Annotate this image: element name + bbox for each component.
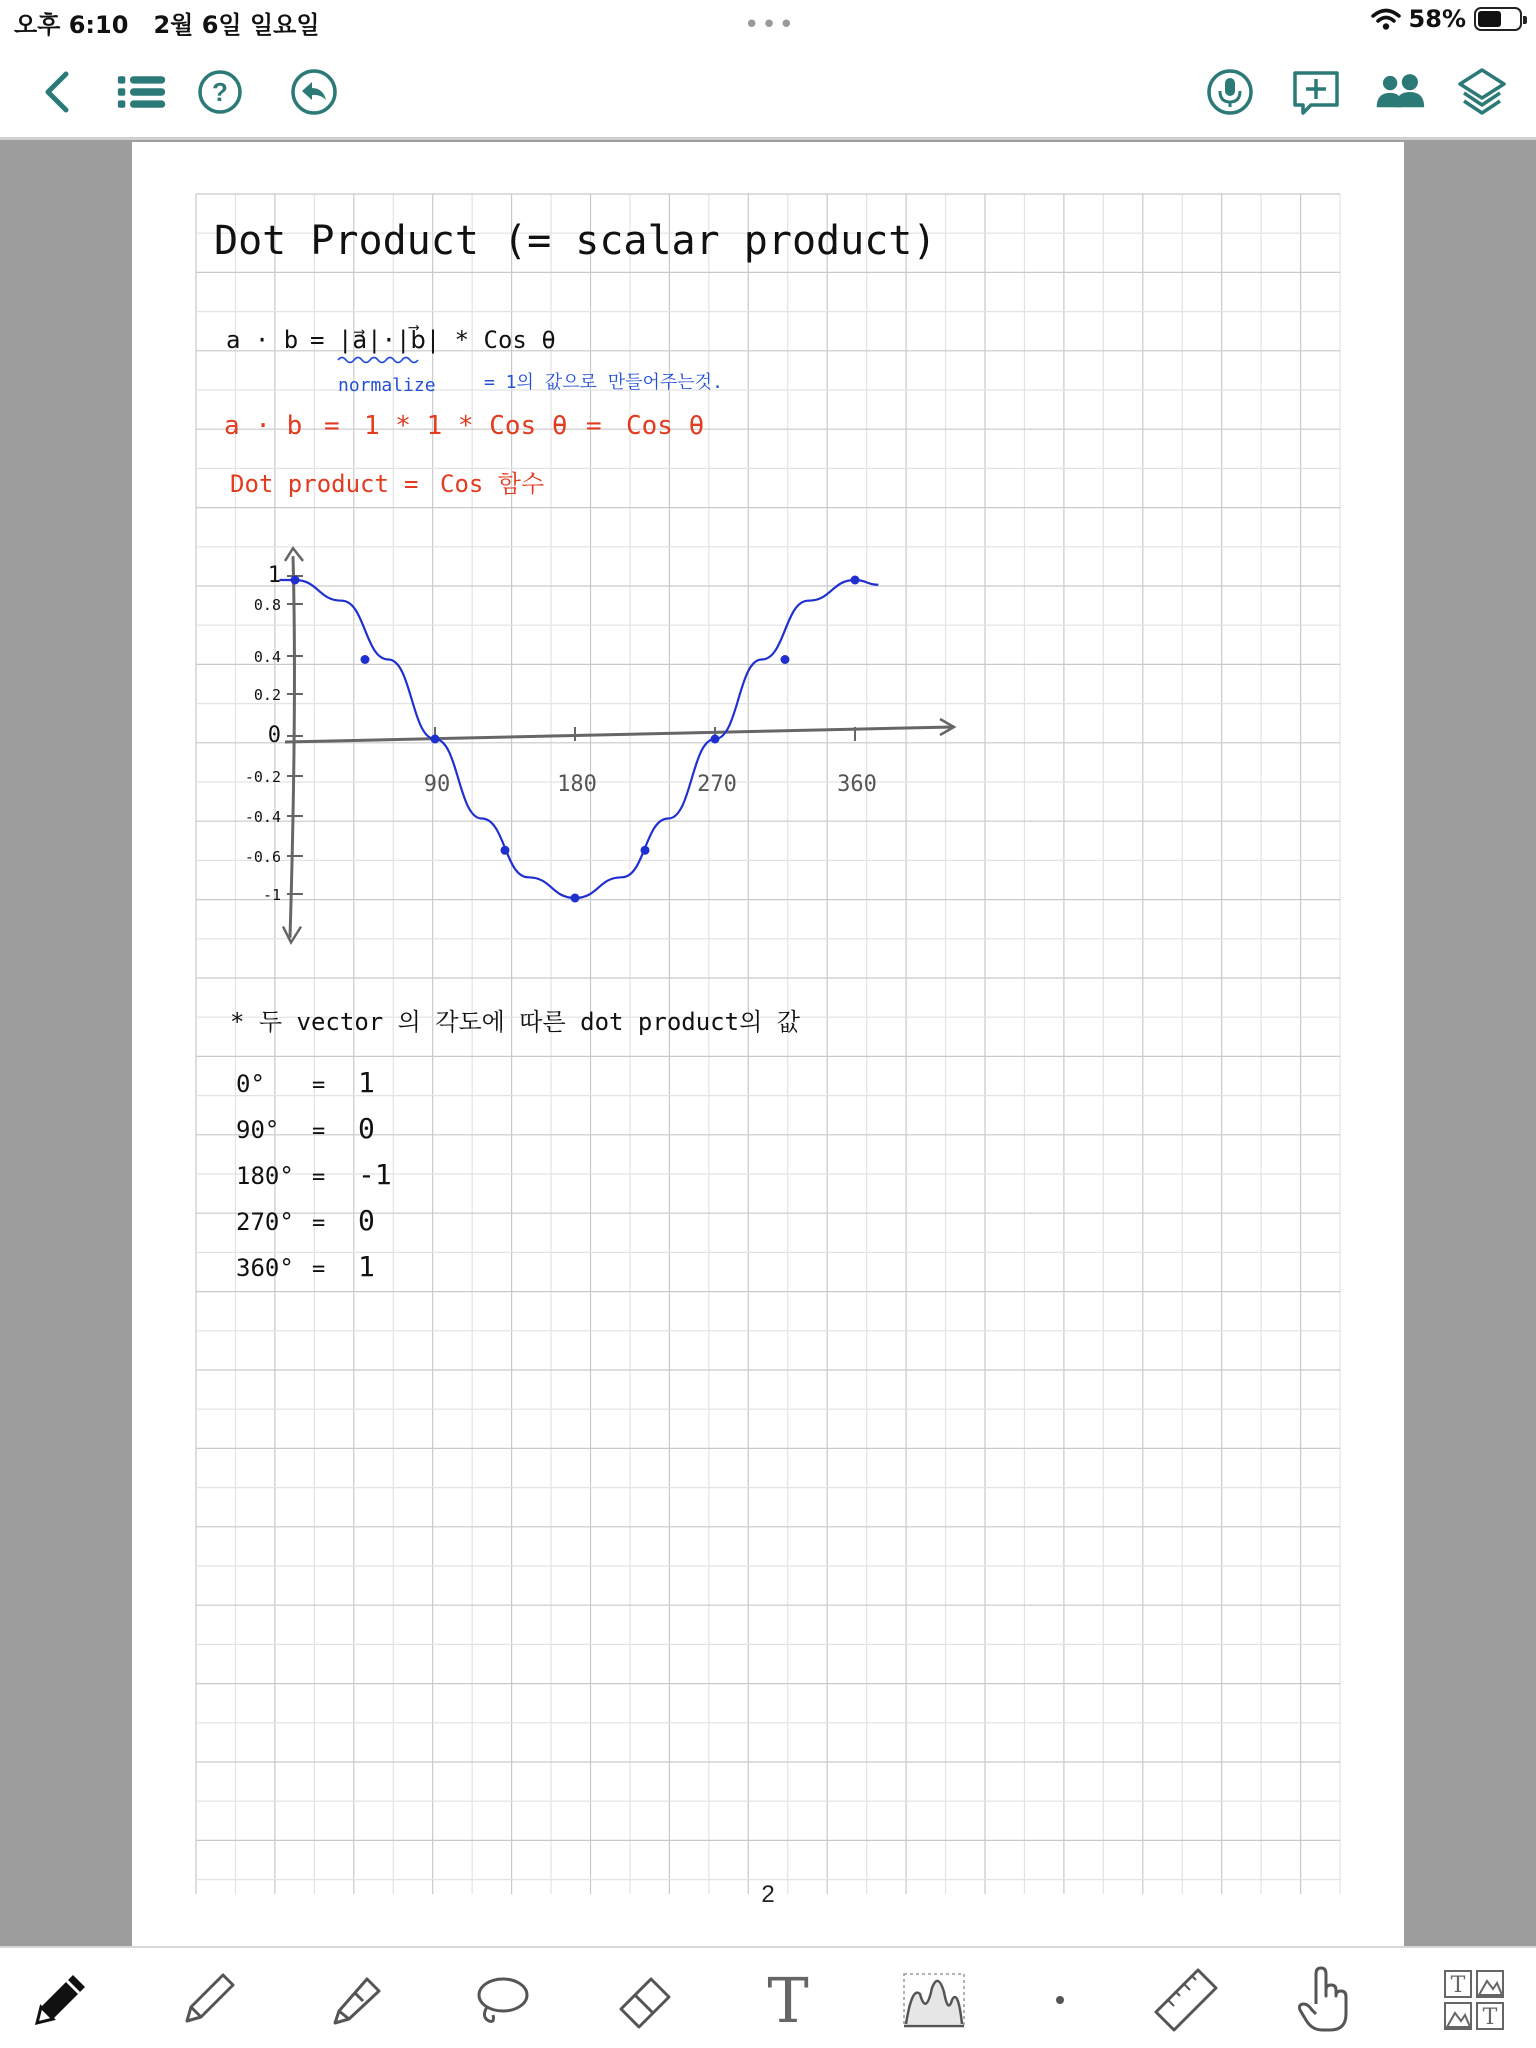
multitasking-dots-icon[interactable]: ••• xyxy=(744,10,797,40)
y-tick-label: 1 xyxy=(267,563,281,588)
microphone-icon[interactable] xyxy=(1204,66,1256,118)
page-title: Dot Product (= scalar product) xyxy=(214,218,937,264)
list-value: 0 xyxy=(358,1112,375,1145)
list-angle: 180° xyxy=(236,1162,294,1190)
menu-icon[interactable] xyxy=(116,66,168,118)
list-eq: = xyxy=(312,1073,326,1098)
svg-text:T: T xyxy=(1450,1973,1466,1998)
data-point xyxy=(781,655,790,664)
y-tick-label: 0.2 xyxy=(253,686,281,704)
layers-icon[interactable] xyxy=(1456,66,1508,118)
undo-icon[interactable] xyxy=(288,66,340,118)
lasso-icon[interactable] xyxy=(460,1960,540,2040)
y-tick-label: -0.4 xyxy=(244,808,281,826)
svg-text:?: ? xyxy=(212,77,228,107)
x-tick-label: 360 xyxy=(837,772,877,797)
list-angle: 360° xyxy=(236,1254,294,1282)
list-eq: = xyxy=(312,1211,326,1236)
battery-percent: 58% xyxy=(1408,5,1466,33)
cos-chart xyxy=(245,548,954,942)
list-eq: = xyxy=(312,1119,326,1144)
status-indicators xyxy=(1371,5,1522,33)
y-tick-label: -0.6 xyxy=(244,848,281,866)
list-angle: 270° xyxy=(236,1208,294,1236)
formula2-lhs: a · b xyxy=(224,411,303,441)
note-page[interactable] xyxy=(132,142,1404,1946)
list-heading: * 두 vector 의 각도에 따른 dot product의 값 xyxy=(230,1008,800,1036)
formula3-rhs: Cos 함수 xyxy=(440,470,545,498)
formula1-eq: = xyxy=(310,326,325,354)
list-eq: = xyxy=(312,1165,326,1190)
list-angle: 0° xyxy=(236,1070,265,1098)
y-axis-arrow-down xyxy=(283,927,301,943)
pencil-icon[interactable] xyxy=(168,1960,248,2040)
x-axis xyxy=(285,727,952,742)
add-page-icon[interactable] xyxy=(1290,66,1342,118)
collaborators-icon[interactable] xyxy=(1374,66,1426,118)
formula2-eq2: = xyxy=(586,411,602,441)
svg-text:T: T xyxy=(1482,2005,1498,2030)
list-value: -1 xyxy=(358,1158,392,1191)
list-eq: = xyxy=(312,1257,326,1282)
list-value: 1 xyxy=(358,1250,375,1283)
battery-icon xyxy=(1474,7,1522,31)
wifi-icon xyxy=(1371,7,1401,31)
status-time: 오후 6:10 2월 6일 일요일 xyxy=(14,11,320,39)
formula1-rhs: |a⃗|·|b⃗| * Cos θ xyxy=(338,326,556,354)
eraser-icon[interactable] xyxy=(606,1960,686,2040)
y-tick-label: 0 xyxy=(267,723,281,748)
data-point xyxy=(641,846,650,855)
y-tick-label: -0.2 xyxy=(244,768,281,786)
data-point xyxy=(711,735,720,744)
top-toolbar xyxy=(0,44,1536,136)
text-tool-icon[interactable] xyxy=(748,1960,828,2040)
normalize-underline xyxy=(338,358,418,363)
formula3-lhs: Dot product xyxy=(230,470,389,498)
data-point xyxy=(431,735,440,744)
formula1-note-text: = 1의 값으로 만들어주는것. xyxy=(484,372,723,393)
list-angle: 90° xyxy=(236,1116,280,1144)
formula2-rhs: 1 * 1 * Cos θ xyxy=(364,411,568,441)
formula3-eq: = xyxy=(404,470,419,498)
ruler-icon[interactable] xyxy=(1146,1960,1226,2040)
text-image-icon[interactable] xyxy=(1434,1960,1514,2040)
color-dot-icon[interactable] xyxy=(1020,1960,1100,2040)
hand-pointer-icon[interactable] xyxy=(1284,1960,1364,2040)
x-tick-label: 180 xyxy=(557,772,597,797)
formula2-result: Cos θ xyxy=(626,411,705,441)
x-tick-label: 270 xyxy=(697,772,737,797)
shapes-icon[interactable] xyxy=(894,1960,974,2040)
text-tool-label: T xyxy=(767,1963,809,2037)
formula1-lhs: a · b xyxy=(226,326,299,354)
highlighter-icon[interactable] xyxy=(314,1960,394,2040)
pen-tool-icon[interactable] xyxy=(20,1960,100,2040)
bottom-toolbar xyxy=(0,1946,1536,2048)
formula2-eq1: = xyxy=(324,411,340,441)
y-axis xyxy=(290,556,294,938)
data-point xyxy=(501,846,510,855)
y-tick-label: 0.4 xyxy=(253,648,281,666)
list-value: 0 xyxy=(358,1204,375,1237)
data-point xyxy=(851,576,860,585)
data-point xyxy=(361,655,370,664)
x-tick-label: 90 xyxy=(423,772,451,797)
help-icon[interactable] xyxy=(194,66,246,118)
y-tick-label: 0.8 xyxy=(253,596,281,614)
grid-lines xyxy=(196,194,1340,1894)
battery-fill xyxy=(1478,11,1501,27)
status-bar xyxy=(0,0,1536,40)
list-value: 1 xyxy=(358,1066,375,1099)
page-canvas xyxy=(132,142,1404,1946)
y-tick-label: -1 xyxy=(262,886,281,904)
data-point xyxy=(571,894,580,903)
formula1-note-word: normalize xyxy=(338,375,436,396)
back-chevron-icon[interactable] xyxy=(32,66,84,118)
page-number: 2 xyxy=(761,1881,775,1908)
data-point xyxy=(291,576,300,585)
